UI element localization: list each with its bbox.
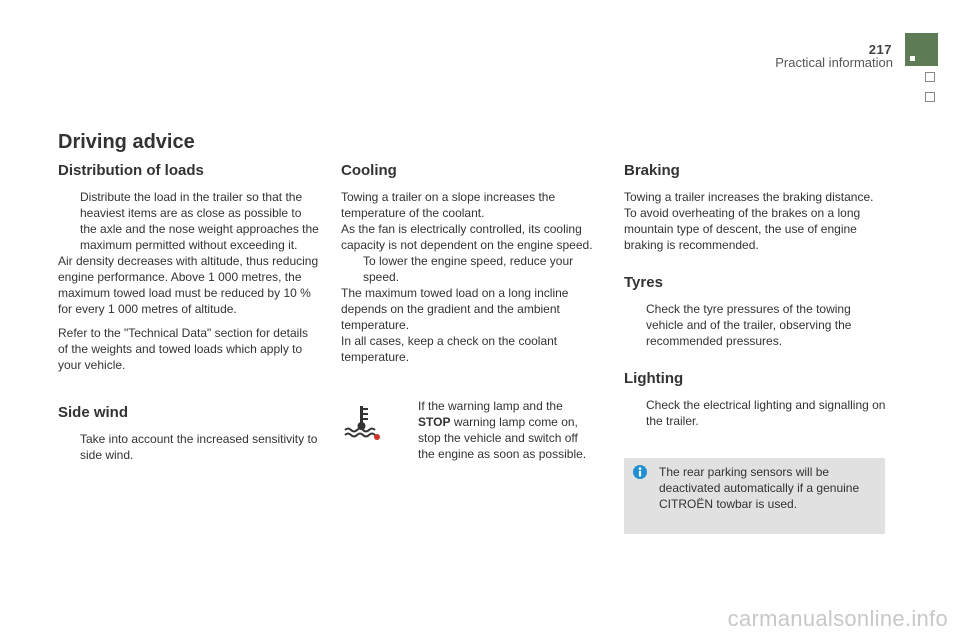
heading-side-wind: Side wind: [58, 404, 129, 421]
column-left: [58, 163, 320, 463]
heading-lighting: Lighting: [624, 370, 684, 387]
warning-text-post: warning lamp come on, stop the vehicle and switch off the engine as soon as possible.: [418, 415, 587, 461]
heading-distribution: Distribution of loads: [58, 162, 204, 179]
page-number: 217: [868, 42, 892, 57]
section-tab-empty-1: [925, 72, 935, 82]
coolant-temperature-lamp-icon: [342, 402, 382, 442]
section-label: Practical information: [775, 55, 893, 70]
info-icon: [633, 465, 647, 479]
info-box: [624, 458, 885, 534]
page-title: Driving advice: [58, 131, 195, 153]
section-tab-active: [905, 33, 938, 66]
paragraph: As the fan is electrically controlled, its cooling capacity is not dependent on the engine speed.: [341, 222, 593, 252]
info-text: The rear parking sensors will be deactivated automatically if a genuine CITROËN towbar is used.: [659, 465, 860, 511]
paragraph: Air density decreases with altitude, thus reducing engine performance. Above 1 000 metres, the maximum towed load must be reduced by 10 % for every 1 000 metres of altitude.: [58, 254, 319, 316]
warning-text-pre: If the warning lamp and the: [418, 399, 563, 413]
paragraph: The maximum towed load on a long incline depends on the gradient and the ambient temperature.: [341, 286, 569, 332]
column-middle: [341, 163, 603, 365]
bullet-text: Distribute the load in the trailer so that the heaviest items are as close as possible to the axle and the nose weight approaches the maximum permitted without exceeding it.: [80, 190, 319, 252]
tab-dot: [910, 56, 915, 61]
bullet-text: Check the electrical lighting and signalling on the trailer.: [646, 398, 886, 428]
section-tab-empty-2: [925, 92, 935, 102]
bullet-item: [624, 397, 886, 429]
bullet-item: [58, 431, 320, 463]
watermark: carmanualsonline.info: [727, 606, 948, 631]
bullet-item: [396, 398, 596, 462]
stop-word: STOP: [418, 415, 451, 429]
warning-text: [396, 398, 596, 462]
bullet-text: Take into account the increased sensitivity to side wind.: [80, 432, 318, 462]
paragraph: In all cases, keep a check on the coolant temperature.: [341, 334, 558, 364]
bullet-text: Check the tyre pressures of the towing vehicle and of the trailer, observing the recommended pressures.: [646, 302, 852, 348]
bullet-item: [58, 189, 320, 253]
heading-braking: Braking: [624, 162, 680, 179]
bullet-item: [341, 253, 603, 285]
paragraph: Towing a trailer on a slope increases the temperature of the coolant.: [341, 190, 556, 220]
heading-tyres: Tyres: [624, 274, 663, 291]
bullet-text: To lower the engine speed, reduce your speed.: [363, 254, 574, 284]
heading-cooling: Cooling: [341, 162, 397, 179]
paragraph: To avoid overheating of the brakes on a long mountain type of descent, the use of engine braking is recommended.: [624, 206, 861, 252]
bullet-item: [624, 301, 886, 349]
paragraph: Towing a trailer increases the braking distance.: [624, 190, 874, 204]
paragraph: Refer to the "Technical Data" section for details of the weights and towed loads which apply to your vehicle.: [58, 326, 308, 372]
column-right: [624, 163, 886, 429]
